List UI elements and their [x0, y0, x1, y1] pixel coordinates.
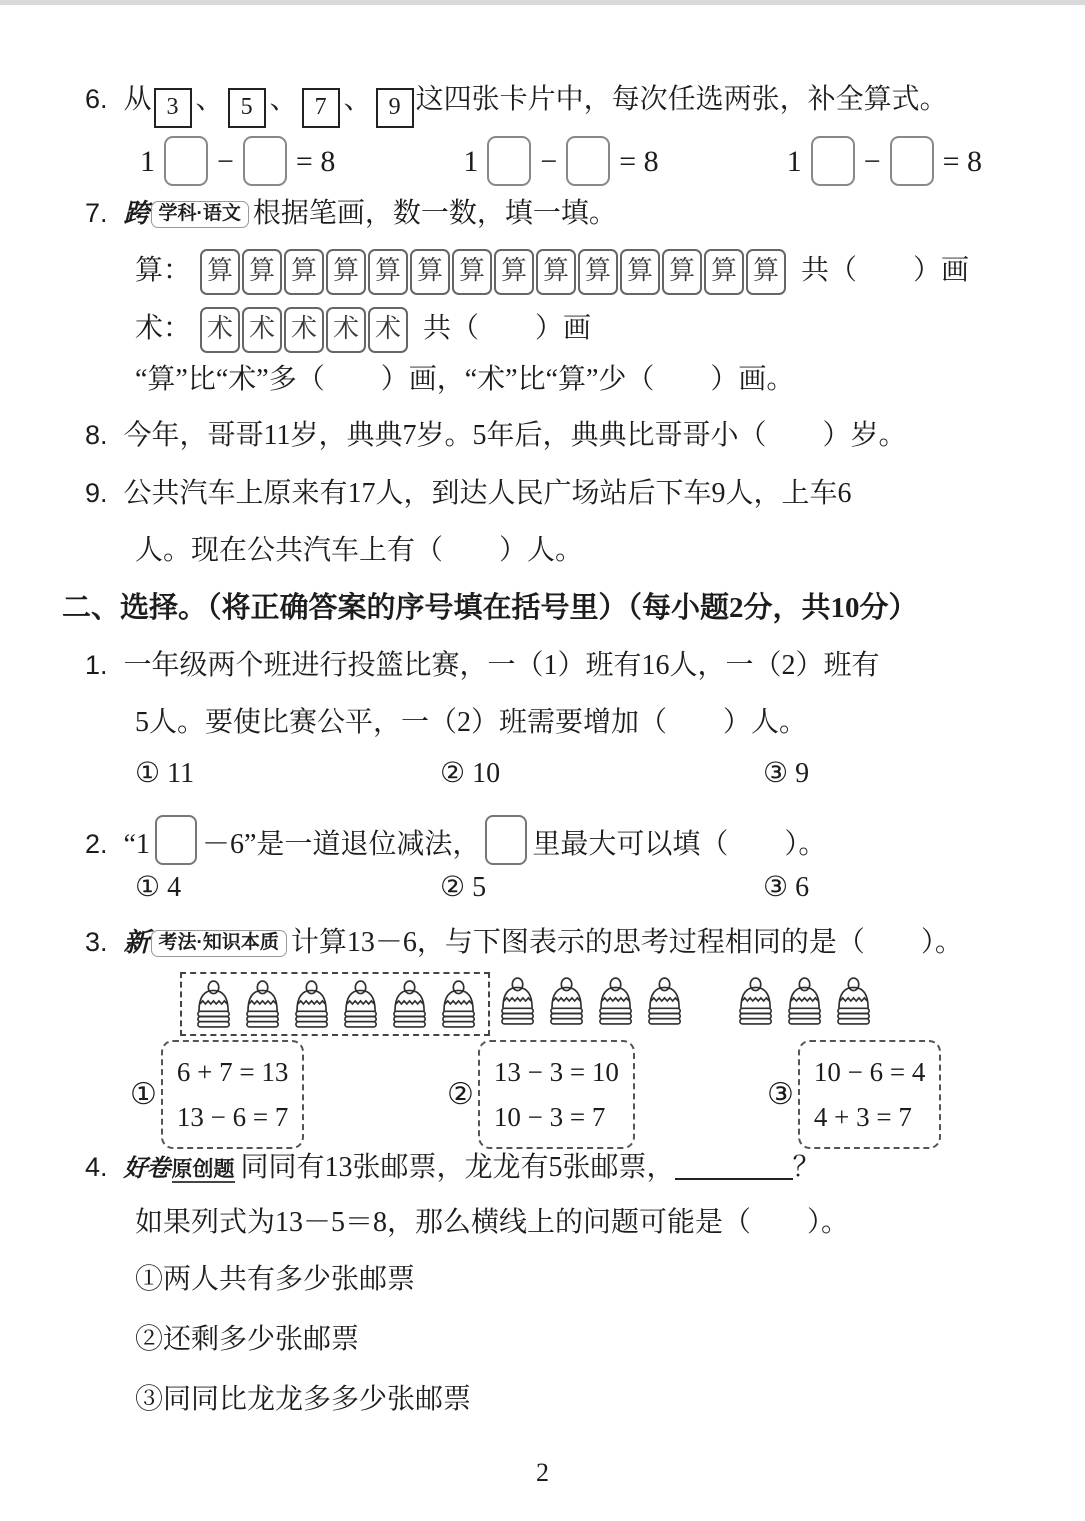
haojuan-logo: 好卷	[123, 1156, 170, 1182]
stroke-order-box: 算	[620, 249, 660, 295]
fill-equation	[463, 136, 658, 186]
answer-box	[566, 136, 610, 186]
equation-line: 10 − 6 = 4	[813, 1057, 926, 1087]
question-text: 根据笔画，数一数，填一填。	[252, 198, 617, 229]
question-text-before-cards: 从	[123, 84, 152, 115]
cake-icon	[434, 979, 481, 1029]
question-7-text	[85, 196, 617, 232]
equation-line: 4 + 3 = 7	[813, 1101, 912, 1132]
equation-result: = 8	[295, 144, 336, 178]
cake-icon	[287, 979, 334, 1029]
question-text: 同同有13张邮票，龙龙有5张邮票，	[240, 1152, 675, 1183]
number-card: 9	[376, 88, 414, 128]
answer-box	[487, 136, 531, 186]
cake-icon	[731, 976, 778, 1026]
equation-box	[478, 1040, 635, 1149]
question-number: 1.	[85, 650, 108, 680]
cake-icon	[829, 976, 876, 1026]
new-method-badge-prefix: 新	[123, 928, 150, 957]
character-label: 术：	[135, 313, 192, 344]
stroke-order-box: 算	[578, 249, 618, 295]
stroke-order-box: 术	[200, 307, 240, 353]
answer-box	[164, 136, 208, 186]
character-label: 算：	[135, 255, 192, 286]
cakes-right-group	[730, 976, 877, 1036]
choice-option: ① 4	[135, 872, 182, 903]
question-6-equations	[140, 136, 982, 186]
cake-icon	[493, 976, 540, 1026]
cake-icon	[640, 976, 687, 1026]
section-2-heading: 二、选择。（将正确答案的序号填在括号里）（每小题2分，共10分）	[62, 592, 918, 624]
stroke-order-box: 术	[284, 307, 324, 353]
stroke-order-box: 算	[242, 249, 282, 295]
number-card: 5	[228, 88, 266, 128]
question-text: “1	[123, 829, 150, 860]
stroke-order-box: 术	[242, 307, 282, 353]
option-marker: ①	[130, 1078, 157, 1112]
question-text-after-cards: 这四张卡片中，每次任选两张，补全算式。	[415, 84, 948, 115]
choice-option	[447, 1040, 635, 1149]
cakes-middle-group	[492, 976, 688, 1036]
question-number: 7.	[85, 198, 108, 228]
stroke-order-box: 算	[410, 249, 450, 295]
equation-line: 13 − 3 = 10	[493, 1057, 619, 1087]
stroke-order-boxes	[199, 313, 409, 344]
stroke-compare-line: “算”比“术”多（ ）画，“术”比“算”少（ ）画。	[135, 364, 795, 395]
cake-icon	[385, 979, 432, 1029]
stroke-order-box: 算	[704, 249, 744, 295]
question-mark: ？	[792, 1152, 821, 1183]
cake-icon	[189, 979, 236, 1029]
page-number: 2	[536, 1458, 549, 1487]
minus-sign: −	[217, 144, 234, 178]
question-number: 8.	[85, 420, 108, 450]
scan-edge	[0, 0, 1085, 5]
minus-sign: −	[863, 144, 881, 178]
choice-1-line2: 5人。要使比赛公平，一（2）班需要增加（ ）人。	[135, 707, 808, 738]
option-marker: ②	[447, 1078, 474, 1112]
cake-icon	[591, 976, 638, 1026]
stroke-order-box: 算	[746, 249, 786, 295]
question-number: 2.	[85, 829, 108, 859]
stroke-count-blank: 共（ ）画	[423, 313, 592, 344]
equation-line: 13 − 6 = 7	[176, 1101, 289, 1132]
question-text: 公共汽车上原来有17人，到达人民广场站后下车9人，上车6	[123, 478, 852, 509]
stroke-order-box: 算	[662, 249, 702, 295]
answer-box	[155, 815, 197, 865]
question-9-line1	[85, 476, 852, 512]
choice-4-option-1: ①两人共有多少张邮票	[135, 1264, 416, 1295]
stroke-order-box: 算	[494, 249, 534, 295]
choice-1-line1	[85, 648, 880, 684]
choice-option: ② 10	[440, 758, 501, 789]
stroke-order-box: 算	[452, 249, 492, 295]
cross-subject-badge-prefix: 跨	[123, 199, 150, 228]
stroke-count-blank: 共（ ）画	[801, 255, 970, 286]
answer-box	[485, 815, 527, 865]
number-cards	[152, 84, 416, 120]
choice-option: ① 11	[135, 758, 195, 789]
cake-icon	[238, 979, 285, 1029]
equation-lead: 1	[140, 144, 155, 178]
fill-equation	[787, 136, 982, 186]
answer-box	[811, 136, 855, 186]
equation-line: 6 + 7 = 13	[176, 1057, 289, 1087]
choice-4-option-2: ②还剩多少张邮票	[135, 1324, 360, 1355]
choice-4-line2: 如果列式为13－5＝8，那么横线上的问题可能是（ ）。	[135, 1207, 850, 1238]
choice-option: ③ 6	[763, 872, 810, 903]
choice-4-line1	[85, 1148, 821, 1186]
answer-box	[243, 136, 287, 186]
choice-option: ② 5	[440, 872, 487, 903]
cake-icon	[336, 979, 383, 1029]
question-text: 一年级两个班进行投篮比赛，一（1）班有16人，一（2）班有	[123, 650, 880, 681]
stroke-order-box: 术	[368, 307, 408, 353]
original-question-badge: 原创题	[171, 1158, 235, 1181]
question-number: 3.	[85, 927, 108, 957]
question-9-line2: 人。现在公共汽车上有（ ）人。	[135, 535, 584, 566]
question-6-text	[85, 82, 948, 128]
stroke-order-box: 算	[200, 249, 240, 295]
equation-lead: 1	[786, 144, 802, 178]
cake-icon	[542, 976, 589, 1026]
choice-option	[130, 1040, 304, 1149]
number-card: 3	[154, 88, 192, 128]
cakes-illustration	[180, 972, 877, 1036]
card-separator: 、	[195, 84, 224, 115]
stroke-row-suan	[135, 249, 969, 295]
question-text: 里最大可以填（ ）。	[532, 829, 827, 860]
stroke-order-box: 算	[536, 249, 576, 295]
cakes-dashed-group	[180, 972, 490, 1036]
choice-4-option-3: ③同同比龙龙多多少张邮票	[135, 1384, 472, 1415]
equation-box	[161, 1040, 304, 1149]
stroke-order-boxes	[199, 255, 787, 286]
stroke-order-box: 算	[368, 249, 408, 295]
stroke-order-box: 术	[326, 307, 366, 353]
card-separator: 、	[269, 84, 298, 115]
question-number: 9.	[85, 478, 108, 508]
question-number: 6.	[85, 84, 108, 114]
stroke-row-shu	[135, 307, 591, 353]
choice-option: ③ 9	[763, 758, 810, 789]
minus-sign: −	[540, 144, 558, 178]
equation-result: = 8	[619, 144, 659, 178]
question-text: 计算13－6，与下图表示的思考过程相同的是（ ）。	[290, 927, 963, 958]
choice-2-line	[85, 815, 826, 865]
choice-option	[767, 1040, 941, 1149]
question-blank-line	[675, 1148, 793, 1180]
option-marker: ③	[767, 1078, 794, 1112]
equation-box	[798, 1040, 941, 1149]
number-card: 7	[302, 88, 340, 128]
stroke-order-box: 算	[326, 249, 366, 295]
stroke-order-box: 算	[284, 249, 324, 295]
card-separator: 、	[343, 84, 372, 115]
question-8-text	[85, 418, 907, 454]
choice-3-line	[85, 925, 963, 961]
equation-line: 10 − 3 = 7	[493, 1101, 606, 1132]
fill-equation	[140, 136, 335, 186]
question-text: －6”是一道退位减法，	[201, 829, 481, 860]
equation-lead: 1	[463, 144, 479, 178]
equation-result: = 8	[942, 144, 983, 178]
question-number: 4.	[85, 1152, 108, 1182]
cake-icon	[780, 976, 827, 1026]
cross-subject-badge: 学科·语文	[151, 201, 249, 228]
question-text: 今年，哥哥11岁，典典7岁。5年后，典典比哥哥小（ ）岁。	[123, 420, 907, 451]
new-method-badge: 考法·知识本质	[151, 930, 287, 957]
answer-box	[890, 136, 934, 186]
